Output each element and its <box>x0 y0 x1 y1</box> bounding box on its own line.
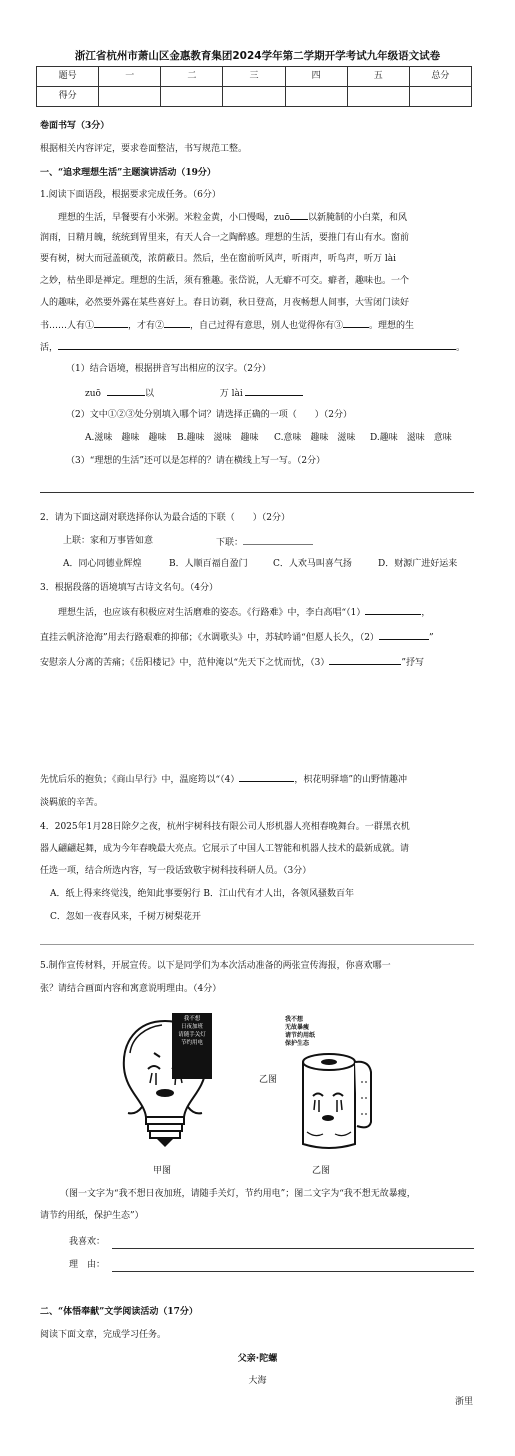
q3-prompt: 3．根据段落的语境填写古诗文名句。（4分） <box>40 583 218 593</box>
passage-line-5: 人的趣味，必然要外露在某些喜好上。春日访剃，秋日登高，月夜畅想人间事，大雪闭门读好 <box>40 298 410 308</box>
q4-option-c[interactable]: C．忽如一夜春风来，千树万树梨花开 <box>50 912 201 922</box>
q2-prompt: 2．请为下面这副对联选择你认为最合适的下联（ ）（2分） <box>40 513 290 523</box>
blank-ideal-life[interactable] <box>58 340 456 350</box>
blank-1[interactable] <box>94 318 128 328</box>
q2-lower-blank[interactable] <box>243 535 313 545</box>
caption-a: 甲图 <box>153 1166 172 1176</box>
article-author: 大海 <box>248 1376 267 1386</box>
exam-title: 浙江省杭州市萧山区金惠教育集团2024学年第二学期开学考试九年级语文试卷 <box>74 50 441 62</box>
poem-blank-1[interactable] <box>365 605 421 615</box>
poster-a-text-line: 节约用电 <box>180 1039 203 1046</box>
score-input-cell[interactable] <box>223 87 285 107</box>
score-input-cell[interactable] <box>409 87 471 107</box>
q5-note-line-2: 请节约用纸，保护生态”） <box>40 1211 144 1221</box>
score-cell: 三 <box>223 67 285 87</box>
poem-blank-3[interactable] <box>329 655 401 665</box>
q2-option-c[interactable]: C．人欢马叫喜气扬 <box>273 559 352 569</box>
poster-b-text-line: 无故暴瘦 <box>285 1024 310 1032</box>
q2-option-a[interactable]: A．同心同德业辉煌 <box>63 559 142 569</box>
poem-blank-4[interactable] <box>239 772 294 782</box>
score-row-label: 得分 <box>37 87 99 107</box>
q2-option-d[interactable]: D．财源广进好运来 <box>378 559 458 569</box>
like-answer-line[interactable] <box>112 1248 474 1249</box>
poster-b-side-label: 乙图 <box>259 1075 278 1085</box>
sub3-answer-line[interactable] <box>40 492 474 493</box>
score-cell: 题号 <box>37 67 99 87</box>
score-cell: 一 <box>99 67 161 87</box>
poster-a-lightbulb <box>118 1013 213 1153</box>
score-cell: 总分 <box>409 67 471 87</box>
blank-3[interactable] <box>343 318 369 328</box>
score-input-cell[interactable] <box>99 87 161 107</box>
score-cell: 四 <box>285 67 347 87</box>
poster-a-text-box <box>172 1013 212 1079</box>
poster-a-text-line: 日夜加班 <box>180 1023 203 1030</box>
section1-heading: 一、“追求理想生活”主题演讲活动（19分） <box>40 168 216 178</box>
sub1-answers: zuō 以 万 lài <box>85 386 465 402</box>
passage-line-6: 书……人有① ，才有② ，自己过得有意思，别人也觉得你有③ 。理想的生 <box>40 318 475 334</box>
q5-line-1: 5.制作宣传材料，开展宣传。以下是同学们为本次活动准备的两张宣传海报，你喜欢哪一 <box>40 961 391 971</box>
answer-lai[interactable] <box>245 386 303 396</box>
section2-heading: 二、“体悟奉献”文学阅读活动（17分） <box>40 1307 198 1317</box>
passage-line-1: 理想的生活，早餐要有小米粥。米粒金黄，小口慢喝，zuō 以新腌制的小白菜，和风 <box>40 210 475 226</box>
handwriting-desc: 根据相关内容评定，要求卷面整洁，书写规范工整。 <box>40 144 248 154</box>
poster-a-text-line: 我不想 <box>183 1016 201 1022</box>
q3-line-2: 直挂云帆济沧海”用去行路艰难的抑郁；《水调歌头》中，苏轼吟诵“但愿人长久，（2） ” <box>40 630 475 646</box>
handwriting-heading: 卷面书写（3分） <box>40 121 110 131</box>
q4-answer-line[interactable] <box>40 944 474 945</box>
reason-answer-line[interactable] <box>112 1271 474 1272</box>
q2-option-b[interactable]: B．人顺百福自盈门 <box>169 559 248 569</box>
sub2-option-a[interactable]: A.滋味 趣味 趣味 <box>85 433 167 443</box>
poster-b-text-line: 保护生态 <box>285 1040 310 1048</box>
passage-line-2: 润雨，日精月魄，统统到胃里来，有天人合一之陶醉感。理想的生活，要推门有山有水。窗前 <box>40 233 410 243</box>
score-cell: 五 <box>347 67 409 87</box>
sub3-prompt: （3）“理想的生活”还可以是怎样的？请在横线上写一写。（2分） <box>66 456 326 466</box>
q4-line-1: 4．2025年1月28日除夕之夜，杭州宇树科技有限公司人形机器人亮相春晚舞台。一群黑衣机 <box>40 822 410 832</box>
q4-options-ab[interactable]: A．纸上得来终觉浅，绝知此事要躬行 B．江山代有才人出，各领风骚数百年 <box>50 889 354 899</box>
reason-label: 理 由： <box>69 1260 106 1270</box>
passage-line-4: 之妙，枯坐即是禅定。理想的生活，须有雅趣。张岱说，人无癖不可交。癖者，趣味也。一个 <box>40 276 410 286</box>
poster-b-paper-roll <box>285 1016 380 1152</box>
passage-line-3: 要有树，树大而冠盖硕茂，浓荫蔽日。然后，坐在窗前听风声，听雨声，听鸟声，听万 lài <box>40 254 396 264</box>
poem-blank-2[interactable] <box>379 630 429 640</box>
q1-intro: 1.阅读下面语段，根据要求完成任务。（6分） <box>40 190 221 200</box>
q4-line-2: 器人翩翩起舞，成为今年春晚最大亮点。它展示了中国人工智能和机器人技术的最新成就。请 <box>40 844 410 854</box>
corner-text: 浙里 <box>455 1397 474 1407</box>
sub2-prompt: （2）文中①②③处分别填入哪个词？请选择正确的一项（ ）（2分） <box>66 410 352 420</box>
sub2-option-d[interactable]: D.趣味 滋味 意味 <box>370 433 452 443</box>
sub2-option-c[interactable]: C.意味 趣味 滋味 <box>274 433 356 443</box>
caption-b: 乙图 <box>312 1166 331 1176</box>
sub1-prompt: （1）结合语境，根据拼音写出相应的汉字。（2分） <box>66 364 271 374</box>
blank-2[interactable] <box>164 318 190 328</box>
poster-b-text <box>285 1016 333 1048</box>
q4-line-3: 任选一项，结合所选内容，写一段话致敬宇树科技科研人员。（3分） <box>40 866 312 876</box>
score-table-header-row <box>37 67 472 87</box>
q5-note-line-1: （图一文字为“我不想日夜加班，请随手关灯，节约用电”；图二文字为“我不想无故暴瘦， <box>60 1189 416 1199</box>
q2-lower: 下联： <box>216 535 313 551</box>
section2-intro: 阅读下面文章，完成学习任务。 <box>40 1330 167 1340</box>
article-title: 父亲·陀螺 <box>237 1354 278 1364</box>
passage-line-7: 活， 。 <box>40 340 475 356</box>
q3-line-3: 安慰亲人分离的苦痛；《岳阳楼记》中，范仲淹以“先天下之忧而忧，（3） ”抒写 <box>40 655 475 671</box>
score-table-score-row <box>37 87 472 107</box>
paper-roll-icon <box>285 1052 380 1152</box>
blank-zuo[interactable] <box>290 210 308 220</box>
score-input-cell[interactable] <box>285 87 347 107</box>
score-table <box>36 66 472 107</box>
answer-zuo[interactable] <box>107 386 145 396</box>
q3-line-5: 淡羁旅的辛苦。 <box>40 798 104 808</box>
poster-b-text-line: 请节约用纸 <box>285 1032 316 1040</box>
score-input-cell[interactable] <box>161 87 223 107</box>
sub2-option-b[interactable]: B.趣味 滋味 趣味 <box>177 433 259 443</box>
poster-a-text-line: 请随手关灯 <box>178 1031 206 1038</box>
q3-line-4: 先忧后乐的抱负；《商山早行》中，温庭筠以“（4） ，枳花明驿墙”的山野情趣冲 <box>40 772 475 788</box>
like-label: 我喜欢： <box>69 1237 106 1247</box>
q2-upper: 上联：家和万事皆如意 <box>63 536 154 546</box>
score-input-cell[interactable] <box>347 87 409 107</box>
q3-line-1: 理想生活，也应该有积极应对生活磨难的姿态。《行路难》中，李白高唱“（1） ， <box>40 605 475 621</box>
q5-line-2: 张？请结合画面内容和寓意说明理由。（4分） <box>40 984 222 994</box>
score-cell: 二 <box>161 67 223 87</box>
poster-b-text-line: 我不想 <box>285 1016 304 1023</box>
